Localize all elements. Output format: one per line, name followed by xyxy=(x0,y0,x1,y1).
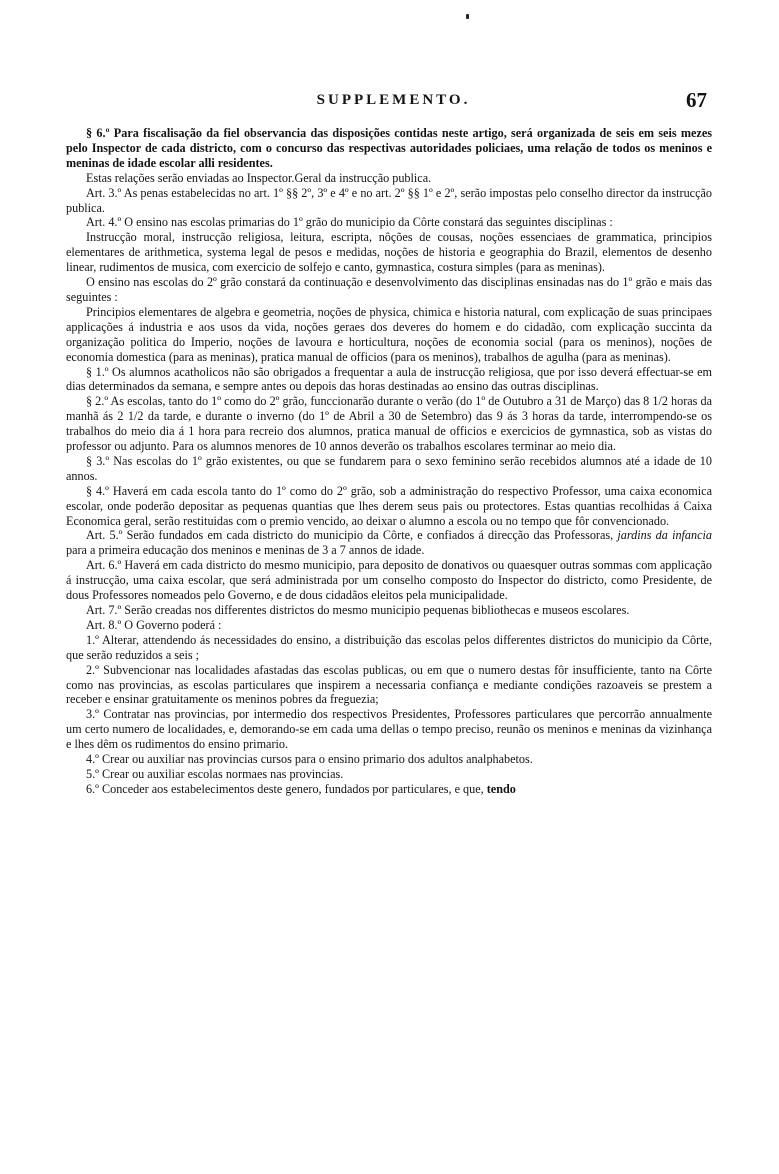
page-header xyxy=(80,88,707,118)
paragraph-section-2: § 2.º As escolas, tanto do 1º como do 2º grão, funccionarão durante o verão (do 1º de Outubro a 31 de Março) das 8 1/2 horas da manhã ás 2 1/2 da tarde, e durante o inverno (do 1º de Abril a 30 de Setembro) das 9 ás 3 horas da tarde, interrompendo-se os trabalhos do meio dia á 1 hora para recreio dos alumnos, pratica manual de officios e exercicios de gymnastica, sob as vistas do professor ou adjunto. Para os alumnos menores de 10 annos deverão os trabalhos escolares terminar ao meio dia. xyxy=(66,394,712,454)
paragraph-art-6: Art. 6.º Haverá em cada districto do mesmo municipio, para deposito de donativos ou quaesquer outras sommas com applicação á instrucção, uma caixa escolar, que será administrada por um conselho composto do Inspector do districto, como Presidente, de dous Professores nomeados pelo Governo, e de dous cidadãos eleitos pela municipalidade. xyxy=(66,558,712,603)
paragraph-ensino-2-grao: O ensino nas escolas do 2º grão constará da continuação e desenvolvimento das disciplinas ensinadas nas do 1º grão e mais das seguintes : xyxy=(66,275,712,304)
paragraph-section-3: § 3.º Nas escolas do 1º grão existentes, ou que se fundarem para o sexo feminino serão recebidos alumnos até a idade de 10 annos. xyxy=(66,453,712,483)
print-speck xyxy=(466,14,469,19)
paragraph-item-3: 3.º Contratar nas provincias, por intermedio dos respectivos Presidentes, Professores particulares que percorrão annualmente um certo numero de localidades, e, demorando-se em cada uma dellas o tempo preciso, reunão os meninos e meninas da vizinhança e lhes dêm os rudimentos do ensino primario. xyxy=(66,707,712,752)
paragraph-section-1: § 1.º Os alumnos acatholicos não são obrigados a frequentar a aula de instrucção religiosa, que por isso deverá effectuar-se em dias determinados da semana, e sempre antes ou depois das horas destinadas ao ensino das outras disciplinas. xyxy=(66,364,712,394)
paragraph-item-2: 2.º Subvencionar nas localidades afastadas das escolas publicas, ou em que o numero destas fôr insufficiente, tanto na Côrte como nas provincias, as escolas particulares que inspirem a necessaria confiança e mediante condições razoaveis se prestem a receber e ensinar gratuitamente os meninos pobres da freguezia; xyxy=(66,662,712,707)
paragraph-relacoes: Estas relações serão enviadas ao Inspector.Geral da instrucção publica. xyxy=(86,170,432,185)
paragraph-art-5 xyxy=(66,528,712,558)
paragraph-art-7: Art. 7.º Serão creadas nos differentes districtos do mesmo municipio pequenas bibliothecas e museos escolares. xyxy=(86,603,630,617)
art-5-italic-term: jardins da infancia xyxy=(617,528,713,543)
page-number: 67 xyxy=(686,88,707,112)
paragraph-item-5: 5.º Crear ou auxiliar escolas normaes nas provincias. xyxy=(86,766,344,781)
item-6-text: 6.º Conceder aos estabelecimentos deste genero, fundados por particulares, e que, xyxy=(86,781,487,796)
paragraph-item-6 xyxy=(66,782,712,797)
item-6-catchword: tendo xyxy=(486,781,516,796)
paragraph-6-fiscalisacao: § 6.º Para fiscalisação da fiel observancia das disposições contidas neste artigo, será organizada de seis em seis mezes pelo Inspector de cada districto, com o concurso das respectivas autoridades policiaes, uma relação de todos os meninos e meninas de idade escolar alli residentes. xyxy=(66,126,712,170)
paragraph-item-4: 4.º Crear ou auxiliar nas provincias cursos para o ensino primario dos adultos analphabetos. xyxy=(86,752,533,767)
body-text xyxy=(66,126,712,797)
art-5-after: para a primeira educação dos meninos e meninas de 3 a 7 annos de idade. xyxy=(66,543,425,558)
art-5-before: Art. 5.º Serão fundados em cada districto do municipio da Côrte, e confiados á direcção das Professoras, xyxy=(86,528,618,543)
paragraph-item-1: 1.º Alterar, attendendo ás necessidades do ensino, a distribuição das escolas pelos differentes districtos do municipio da Côrte, que serão reduzidos a seis ; xyxy=(66,632,712,662)
paragraph-art-4: Art. 4.º O ensino nas escolas primarias do 1º grão do municipio da Côrte constará das seguintes disciplinas : xyxy=(86,215,613,230)
paragraph-disciplinas-1-grao: Instrucção moral, instrucção religiosa, leitura, escripta, nôções de cousas, noções essenciaes de grammatica, principios elementares de arithmetica, systema legal de pesos e medidas, noções de historia e geographia do Brazil, elementos de desenho linear, rudimentos de musica, com exercicio de solfejo e canto, gymnastica, costura simples (para as meninas). xyxy=(66,230,712,275)
running-title: SUPPLEMENTO. xyxy=(316,92,471,108)
paragraph-section-4: § 4.º Haverá em cada escola tanto do 1º como do 2º grão, sob a administração do respectivo Professor, uma caixa economica escolar, onde poderão depositar as pequenas quantias que lhes derem seus pais ou protectores. Estas quantias recolhidas á Caixa Economica geral, serão restituidas com o premio vencido, ao deixar o alumno a escola ou no tempo que fôr convencionado. xyxy=(66,483,712,528)
paragraph-art-3: Art. 3.º As penas estabelecidas no art. 1º §§ 2º, 3º e 4º e no art. 2º §§ 1º e 2º, serão impostas pelo conselho director da instrucção publica. xyxy=(66,185,712,215)
paragraph-art-8: Art. 8.º O Governo poderá : xyxy=(86,617,222,632)
paragraph-disciplinas-2-grao: Principios elementares de algebra e geometria, noções de physica, chimica e historia natural, com explicação de suas principaes applicações á industria e aos usos da vida, noções geraes dos deveres do homem e do cidadão, com explicação succinta da organização politica do Imperio, noções de lavoura e horticultura, noções de economia social (para os meninos), noções de economia domestica (para as meninas), pratica manual de officios (para os meninos), trabalhos de agulha (para as meninas). xyxy=(66,304,712,364)
